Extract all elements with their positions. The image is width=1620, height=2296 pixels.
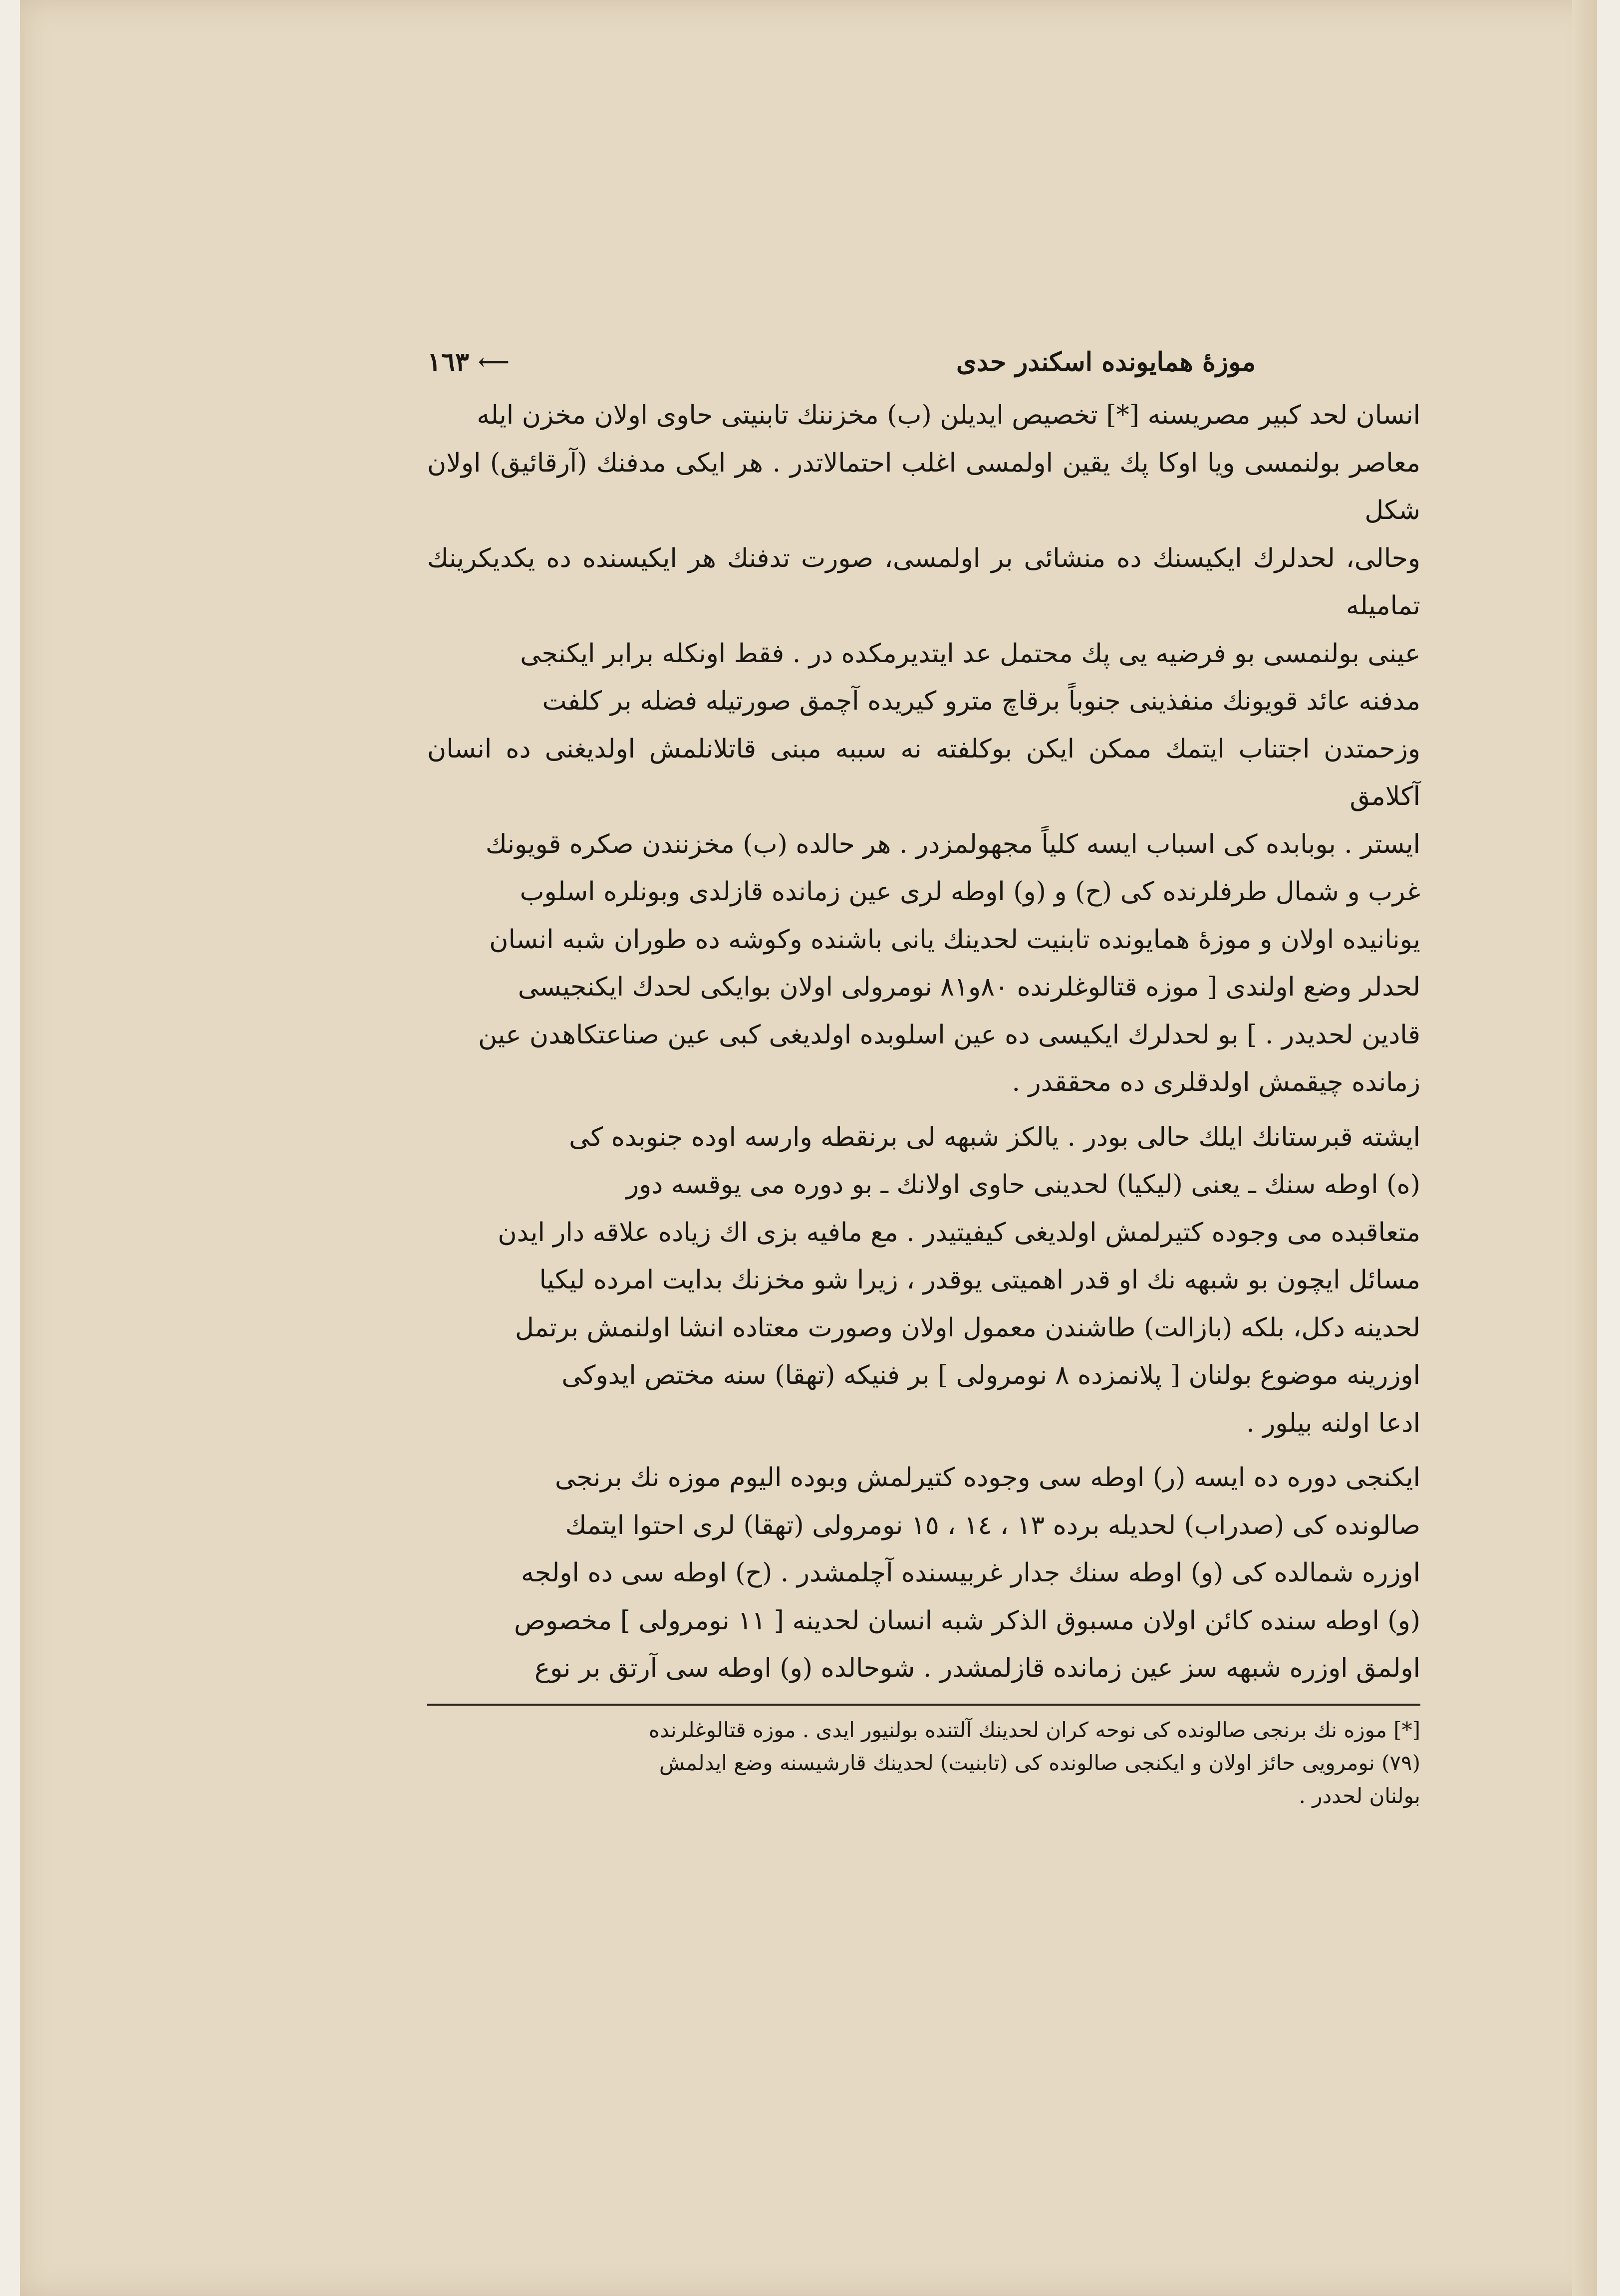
body-text xyxy=(427,392,1420,1693)
text-line: معاصر بولنمسى ويا اوكا پك يقين اولمسى اغلب احتمالاتدر . هر ايكى مدفنك (آرقائيق) اولان شكل xyxy=(427,448,1420,525)
text-line: غرب و شمال طرفلرنده كى (ح) و (و) اوطه لرى عين زمانده قازلدى وبونلره اسلوب xyxy=(520,877,1420,907)
footnote-line: [*] موزه نك برنجى صالونده كى نوحه كران لحدينك آلتنده بولنيور ايدى . موزه قتالوغلرنده xyxy=(648,1717,1420,1742)
text-line: لحدينه دكل، بلكه (بازالت) طاشندن معمول اولان وصورت معتاده انشا اولنمش برتمل xyxy=(515,1312,1420,1343)
text-line: اوزرينه موضوع بولنان [ پلانمزده ٨ نومرولى ] بر فنيكه (تهقا) سنه مختص ايدوكى xyxy=(561,1360,1420,1390)
text-line: مسائل ايچون بو شبهه نك او قدر اهميتى يوقدر ، زيرا شو مخزنك بدايت امرده ليكيا xyxy=(539,1265,1420,1295)
footnote-line: بولنان لحددر . xyxy=(1299,1783,1420,1808)
folio xyxy=(427,347,510,377)
paper-edge xyxy=(1572,0,1597,2296)
text-line: ايستر . بوبابده كى اسباب ايسه كلياً مجهولمزدر . هر حالده (ب) مخزنندن صكره قويونك xyxy=(485,829,1420,859)
text-line: وزحمتدن اجتناب ايتمك ممكن ايكن بوكلفته نه سببه مبنى قاتلانلمش اولديغنى ده انسان آكلامق xyxy=(427,734,1420,811)
text-line: ادعا اولنه بيلور . xyxy=(1246,1408,1420,1438)
text-line: ايكنجى دوره ده ايسه (ر) اوطه سى وجوده كتيرلمش وبوده اليوم موزه نك برنجى xyxy=(554,1463,1420,1493)
text-line: زمانده چيقمش اولدقلرى ده محققدر . xyxy=(1012,1067,1420,1097)
text-line: انسان لحد كبير مصريسنه [*] تخصيص ايديلن (ب) مخزننك تابنيتى حاوى اولان مخزن ايله xyxy=(477,400,1420,430)
page-number: ١٦٣ xyxy=(427,347,469,377)
footnote-rule xyxy=(427,1704,1420,1706)
text-line: وحالى، لحدلرك ايكيسنك ده منشائى بر اولمسى، صورت تدفنك هر ايكيسنده ده يكديكرينك تماميله xyxy=(427,543,1420,621)
text-line: لحدلر وضع اولندى [ موزه قتالوغلرنده ٨٠و٨١ نومرولى اولان بوايكى لحدك ايكنجيسى xyxy=(518,972,1420,1002)
running-head xyxy=(427,347,1420,392)
text-line: متعاقبده مى وجوده كتيرلمش اولديغى كيفيتيدر . مع مافيه بزى اك زياده علاقه دار ايدن xyxy=(498,1217,1420,1248)
text-line: يونانيده اولان و موزهٔ همايونده تابنيت لحدينك يانى باشنده وكوشه ده طوران شبه انسان xyxy=(489,924,1420,955)
paragraph-1 xyxy=(427,392,1420,1107)
paragraph-2 xyxy=(427,1114,1420,1448)
text-line: مدفنه عائد قويونك منفذينى جنوباً برقاچ مترو كيريده آچمق صورتيله فضله بر كلفت xyxy=(542,686,1420,716)
text-line: (ه) اوطه سنك ـ يعنى (ليكيا) لحدينى حاوى اولانك ـ بو دوره مى يوقسه دور xyxy=(626,1170,1420,1200)
text-line: قادين لحديدر . ] بو لحدلرك ايكيسى ده عين اسلوبده اولديغى كبى عين صناعتكاهدن عين xyxy=(478,1020,1420,1050)
book-page xyxy=(427,347,1420,1812)
paragraph-3 xyxy=(427,1454,1420,1693)
running-title: موزهٔ همايونده اسكندر حدى xyxy=(956,347,1256,377)
text-line: عينى بولنمسى بو فرضيه يى پك محتمل عد ايتديرمكده در . فقط اونكله برابر ايكنجى xyxy=(520,638,1420,669)
arrow-ornament-icon: ⟵ xyxy=(478,349,510,375)
text-line: (و) اوطه سنده كائن اولان مسبوق الذكر شبه انسان لحدينه [ ١١ نومرولى ] مخصوص xyxy=(514,1605,1420,1636)
text-line: اوزره شمالده كى (و) اوطه سنك جدار غربيسنده آچلمشدر . (ح) اوطه سى ده اولجه xyxy=(521,1558,1420,1588)
text-line: اولمق اوزره شبهه سز عين زمانده قازلمشدر . شوحالده (و) اوطه سى آرتق بر نوع xyxy=(535,1653,1420,1683)
text-line: ايشته قبرستانك ايلك حالى بودر . يالكز شبهه لى برنقطه وارسه اوده جنوبده كى xyxy=(569,1122,1420,1152)
text-line: صالونده كى (صدراب) لحديله برده ١٣ ، ١٤ ، ١٥ نومرولى (تهقا) لرى احتوا ايتمك xyxy=(565,1510,1420,1540)
footnote-line: (٧٩) نومرويى حائز اولان و ايكنجى صالونده كى (تابنيت) لحدينك قارشيسنه وضع ايدلمش xyxy=(659,1750,1420,1775)
footnote xyxy=(427,1714,1420,1812)
